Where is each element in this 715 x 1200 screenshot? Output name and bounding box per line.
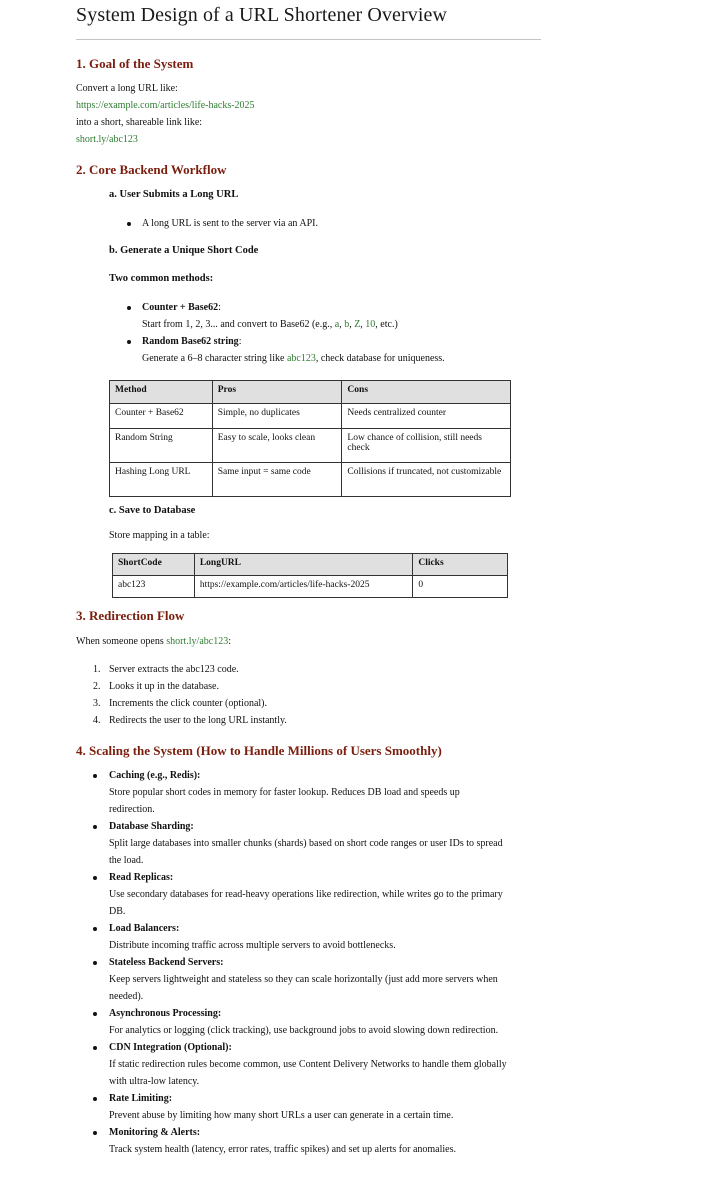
step-item: Looks it up in the database.	[109, 681, 219, 692]
bullet-dot	[93, 927, 97, 931]
table-cell: Collisions if truncated, not customizable	[342, 463, 511, 497]
table-cell: Easy to scale, looks clean	[212, 429, 342, 463]
table-header-cell: Pros	[212, 381, 342, 404]
m1-desc-post: , etc.)	[375, 319, 398, 330]
scaling-item-title: Asynchronous Processing:	[109, 1008, 222, 1019]
table-cell: https://example.com/articles/life-hacks-2025	[194, 576, 413, 598]
scaling-item-title: Stateless Backend Servers:	[109, 957, 224, 968]
bullet-dot	[127, 222, 131, 226]
table-header-cell: ShortCode	[113, 554, 195, 576]
table-row	[110, 404, 511, 429]
page-title: System Design of a URL Shortener Overview	[76, 4, 448, 26]
title-divider	[76, 39, 541, 40]
step-item: Increments the click counter (optional).	[109, 698, 267, 709]
s1-line2: into a short, shareable link like:	[76, 117, 203, 128]
scaling-item-line: Split large databases into smaller chunks (shards) based on short code ranges or user IDs to spread	[109, 838, 503, 849]
bullet-dot	[93, 1131, 97, 1135]
bullet-dot	[93, 961, 97, 965]
table-cell: Low chance of collision, still needs check	[342, 429, 511, 463]
bullet-dot	[93, 876, 97, 880]
m1-desc: Start from 1, 2, 3... and convert to Base62 (e.g., a, b, Z, 10, etc.)	[142, 319, 398, 330]
s1-long-url: https://example.com/articles/life-hacks-2025	[76, 100, 255, 111]
step-number: 2.	[93, 681, 101, 692]
scaling-item-line: Distribute incoming traffic across multiple servers to avoid bottlenecks.	[109, 940, 396, 951]
bullet-dot	[93, 774, 97, 778]
scaling-item-title: Load Balancers:	[109, 923, 180, 934]
methods-table	[109, 380, 511, 497]
scaling-item-title: CDN Integration (Optional):	[109, 1042, 232, 1053]
scaling-item-line: redirection.	[109, 804, 155, 815]
m2-title-line: Random Base62 string:	[142, 336, 242, 347]
table-cell: Simple, no duplicates	[212, 404, 342, 429]
s2-a-heading: a. User Submits a Long URL	[109, 189, 239, 200]
m2-title: Random Base62 string	[142, 336, 239, 347]
bullet-dot	[93, 1046, 97, 1050]
table-header-cell: Cons	[342, 381, 511, 404]
m2-desc-pre: Generate a 6–8 character string like	[142, 353, 287, 364]
step-item: Server extracts the abc123 code.	[109, 664, 239, 675]
table-header-cell: Method	[110, 381, 213, 404]
table-header-cell: Clicks	[413, 554, 508, 576]
step-item: Redirects the user to the long URL instantly.	[109, 715, 287, 726]
m1-code-2: b	[344, 319, 350, 330]
m1-code-1: a	[334, 319, 340, 330]
scaling-item-title: Rate Limiting:	[109, 1093, 173, 1104]
m1-code-3: Z	[354, 319, 361, 330]
table-cell: Counter + Base62	[110, 404, 213, 429]
section-4-heading: 4. Scaling the System (How to Handle Millions of Users Smoothly)	[76, 743, 442, 758]
scaling-item-title: Caching (e.g., Redis):	[109, 770, 201, 781]
table-cell: Hashing Long URL	[110, 463, 213, 497]
scaling-item-line: Use secondary databases for read-heavy operations like redirection, while writes go to the primary	[109, 889, 503, 900]
table-cell: Random String	[110, 429, 213, 463]
s2-c-heading: c. Save to Database	[109, 505, 196, 516]
scaling-item-line: with ultra-low latency.	[109, 1076, 200, 1087]
table-cell: abc123	[113, 576, 195, 598]
bullet-dot	[93, 1097, 97, 1101]
m2-desc-post: , check database for uniqueness.	[315, 353, 445, 364]
bullet-dot	[127, 306, 131, 310]
table-cell: 0	[413, 576, 508, 598]
scaling-item-line: the load.	[109, 855, 144, 866]
scaling-item-line: Store popular short codes in memory for faster lookup. Reduces DB load and speeds up	[109, 787, 460, 798]
table-cell: Same input = same code	[212, 463, 342, 497]
scaling-item-line: For analytics or logging (click tracking), use background jobs to avoid slowing down redirection.	[109, 1025, 499, 1036]
s2-c-text: Store mapping in a table:	[109, 530, 210, 541]
m2-desc	[142, 350, 445, 367]
section-3-heading: 3. Redirection Flow	[76, 608, 185, 623]
step-number: 4.	[93, 715, 101, 726]
scaling-item-line: needed).	[109, 991, 144, 1002]
m1-title: Counter + Base62	[142, 302, 219, 313]
scaling-item-title: Database Sharding:	[109, 821, 194, 832]
table-cell: Needs centralized counter	[342, 404, 511, 429]
db-table	[112, 553, 508, 598]
s3-intro-link: short.ly/abc123	[166, 636, 229, 647]
table-row	[110, 463, 511, 497]
scaling-item-line: Track system health (latency, error rates, traffic spikes) and set up alerts for anomalies.	[109, 1144, 457, 1155]
scaling-item-line: If static redirection rules become common, use Content Delivery Networks to handle them globally	[109, 1059, 507, 1070]
section-1-heading: 1. Goal of the System	[76, 56, 194, 71]
bullet-dot	[93, 825, 97, 829]
scaling-item-line: Keep servers lightweight and stateless so they can scale horizontally (just add more servers when	[109, 974, 498, 985]
s3-intro-pre: When someone opens	[76, 636, 167, 647]
s3-intro-post: :	[228, 636, 231, 647]
bullet-dot	[93, 1012, 97, 1016]
m1-code-4: 10	[365, 319, 376, 330]
s2-b-heading: b. Generate a Unique Short Code	[109, 245, 259, 256]
step-number: 1.	[93, 664, 101, 675]
table-row	[110, 429, 511, 463]
bullet-dot	[127, 340, 131, 344]
table-header-cell: LongURL	[194, 554, 413, 576]
s3-intro	[76, 633, 231, 650]
scaling-item-title: Monitoring & Alerts:	[109, 1127, 201, 1138]
m1-title-line: Counter + Base62:	[142, 302, 221, 313]
m2-code: abc123	[286, 353, 316, 364]
s2-methods-heading: Two common methods:	[109, 273, 214, 284]
s1-line1: Convert a long URL like:	[76, 83, 178, 94]
scaling-item-title: Read Replicas:	[109, 872, 174, 883]
s1-short-url: short.ly/abc123	[76, 134, 138, 145]
scaling-item-line: Prevent abuse by limiting how many short URLs a user can generate in a certain time.	[109, 1110, 454, 1121]
scaling-item-line: DB.	[109, 906, 126, 917]
section-2-heading: 2. Core Backend Workflow	[76, 162, 227, 177]
m1-desc-pre: Start from 1, 2, 3... and convert to Base62 (e.g.,	[142, 319, 335, 330]
table-header-row	[110, 381, 511, 404]
s2-a-bullet: A long URL is sent to the server via an API.	[142, 218, 318, 229]
step-number: 3.	[93, 698, 101, 709]
table-header-row	[113, 554, 508, 576]
table-row	[113, 576, 508, 598]
